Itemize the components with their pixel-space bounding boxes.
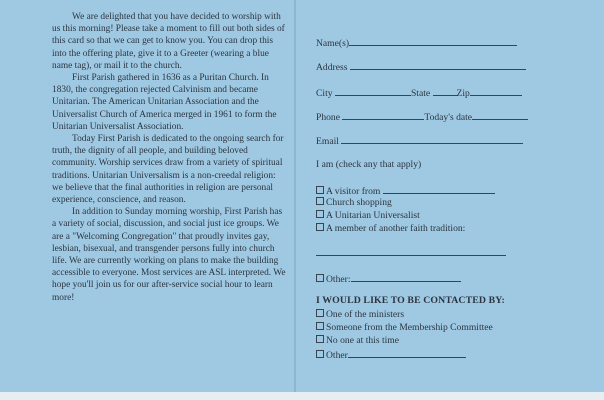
ministers-label: One of the ministers <box>326 309 405 320</box>
phone-label: Phone <box>316 112 340 123</box>
other-faith-label: A member of another faith tradition: <box>326 223 466 234</box>
uu-checkbox[interactable] <box>316 210 324 218</box>
contact-other <box>316 348 466 361</box>
contact-membership <box>316 322 493 333</box>
city-row <box>316 86 522 99</box>
membership-checkbox[interactable] <box>316 322 324 330</box>
date-field[interactable] <box>472 110 528 120</box>
no-one-label: No one at this time <box>326 335 400 346</box>
option-uu <box>316 210 420 221</box>
ministers-checkbox[interactable] <box>316 309 324 317</box>
no-one-checkbox[interactable] <box>316 335 324 343</box>
address-label: Address <box>316 62 348 73</box>
intro-paragraph-1: We are delighted that you have decided to worship with us this morning! Please take a moment to fill out both sides of this card so that we can get to know you. You can drop this into the offering plate, give it to a Greeter (wearing a blue name tag), or mail it to the church. <box>52 12 285 71</box>
uu-label: A Unitarian Universalist <box>326 210 420 221</box>
option-visitor <box>316 184 495 197</box>
zip-field[interactable] <box>470 86 522 96</box>
city-field[interactable] <box>335 86 411 96</box>
date-label: Today's date <box>424 112 473 123</box>
other-checkbox[interactable] <box>316 274 324 282</box>
name-label: Name(s) <box>316 38 350 49</box>
card-fold <box>294 0 296 400</box>
church-shopping-label: Church shopping <box>326 197 392 208</box>
contact-ministers <box>316 309 404 320</box>
intro-paragraph-2: First Parish gathered in 1636 as a Puritan Church. In 1830, the congregation rejected Calvinism and became Unitarian. The American Unitarian Association and the Universalist Church of America merged in 1961 to form the Unitarian Universalist Association. <box>52 73 277 132</box>
contact-heading: I WOULD LIKE TO BE CONTACTED BY: <box>316 295 505 306</box>
contact-other-checkbox[interactable] <box>316 350 324 358</box>
contact-other-field[interactable] <box>348 348 466 358</box>
contact-other-label: Other <box>326 350 348 361</box>
intro-paragraph-4: In addition to Sunday morning worship, First Parish has a variety of social, discussion, and social just ice groups. We are a "Welcoming Congregation" that proudly invites gay, lesbian, bisexual, and transgender persons fully into church life. We are currently working on plans to make the building accessible to everyone. Most services are ASL interpreted. We hope you'll join us for our after-service social hour to learn more! <box>52 207 286 303</box>
address-field[interactable] <box>350 60 526 70</box>
visitor-from-field[interactable] <box>383 184 495 194</box>
email-label: Email <box>316 136 339 147</box>
visitor-label: A visitor from <box>326 186 381 197</box>
intro-text <box>52 11 286 304</box>
other-faith-field[interactable] <box>316 246 506 256</box>
phone-field[interactable] <box>342 110 424 120</box>
address-row <box>316 60 526 73</box>
phone-row <box>316 110 528 123</box>
other-faith-line-row <box>316 246 506 259</box>
option-church-shopping <box>316 197 392 208</box>
zip-label: Zip <box>456 88 470 99</box>
contact-no-one <box>316 335 399 346</box>
check-prompt: I am (check any that apply) <box>316 159 422 170</box>
other-field[interactable] <box>351 272 461 282</box>
email-row <box>316 134 523 147</box>
intro-paragraph-3: Today First Parish is dedicated to the ongoing search for truth, the dignity of all people, and building beloved community. Worship services draw from a variety of spiritual traditions. Unitarian Universalism is a non-creedal religion: we believe that the final authorities in religion are personal experience, conscience, and reason. <box>52 134 284 206</box>
name-row <box>316 36 517 49</box>
membership-label: Someone from the Membership Committee <box>326 322 493 333</box>
state-field[interactable] <box>433 86 457 96</box>
visitor-checkbox[interactable] <box>316 186 324 194</box>
option-other-faith <box>316 223 465 234</box>
state-label: State <box>410 88 431 99</box>
other-label: Other: <box>326 274 351 285</box>
church-shopping-checkbox[interactable] <box>316 197 324 205</box>
name-field[interactable] <box>349 36 517 46</box>
city-label: City <box>316 88 333 99</box>
other-faith-checkbox[interactable] <box>316 223 324 231</box>
scan-edge <box>0 392 604 400</box>
option-other <box>316 272 461 285</box>
email-field[interactable] <box>341 134 523 144</box>
